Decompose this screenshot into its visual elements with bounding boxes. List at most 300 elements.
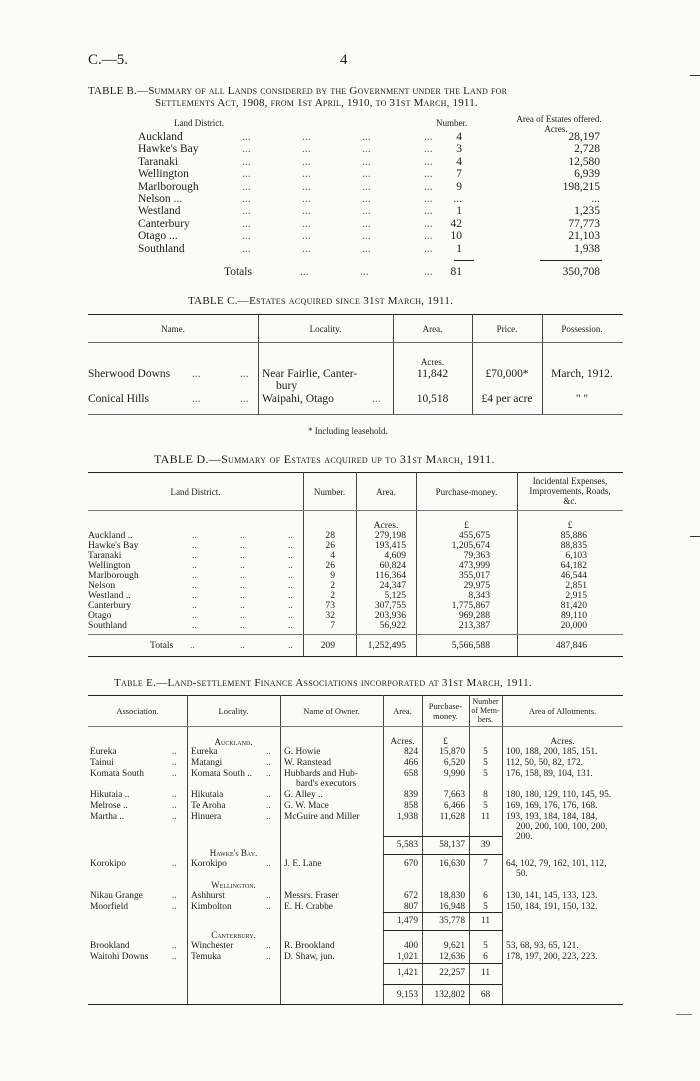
table-e-locality: Hikutaia [191, 790, 224, 800]
table-b-leader: ... [302, 155, 311, 168]
table-b-district: Taranaki [138, 155, 179, 168]
table-e-allotments: 112, 50, 50, 82, 172. [506, 758, 583, 768]
table-d-money: 8,343 [468, 590, 490, 601]
table-e-subtotal-members: 39 [480, 840, 491, 850]
table-d-district: Hawke's Bay [88, 540, 139, 551]
table-b-leader: ... [302, 230, 311, 243]
table-c-header-locality: Locality. [309, 324, 342, 334]
table-d-leader: .. [288, 610, 293, 621]
table-d-unit-money: £ [464, 520, 469, 531]
table-e-members: 8 [483, 790, 488, 800]
table-d-leader: .. [240, 590, 245, 601]
table-b-area: 2,728 [574, 143, 600, 156]
table-c-row-price: £70,000* [485, 368, 529, 380]
table-e-leader: .. [266, 941, 271, 951]
table-e-leader: .. [266, 769, 271, 779]
table-d-leader: .. [288, 570, 293, 581]
table-d-district: Marlborough [88, 570, 139, 581]
table-e-allotments: 178, 197, 200, 223, 223. [506, 952, 598, 962]
table-e-members: 5 [483, 941, 488, 951]
table-e-association: Eureka [90, 747, 117, 757]
table-d-leader: .. [240, 540, 245, 551]
table-b-district: Marlborough [138, 180, 199, 193]
table-d-expenses: 6,103 [565, 550, 587, 561]
table-b-number: 9 [456, 180, 462, 193]
table-d-district: Wellington [88, 560, 131, 571]
table-d-totals-label: Totals [150, 640, 174, 651]
table-e-money: 16,630 [439, 859, 465, 869]
table-d-expenses: 20,000 [560, 620, 587, 631]
table-c-leader: ... [372, 393, 381, 405]
table-b-totals-area: 350,708 [562, 266, 600, 278]
table-d-leader: .. [288, 540, 293, 551]
table-c-row-locality: Near Fairlie, Canter- [262, 368, 358, 380]
table-d-leader: .. [240, 640, 245, 651]
table-d-district: Otago [88, 610, 112, 621]
table-b-totals-leader: ... [424, 266, 433, 278]
table-c-header-name: Name. [161, 324, 185, 334]
table-c-footnote: * Including leasehold. [308, 426, 388, 436]
table-d-bottom-rule [88, 656, 623, 657]
table-d-money: 1,205,674 [451, 540, 490, 551]
table-b-leader: ... [302, 217, 311, 230]
table-e-allotments: 150, 184, 191, 150, 132. [506, 902, 598, 912]
table-d-totals-expenses: 487,846 [555, 640, 587, 651]
table-b-district: Wellington [138, 168, 189, 181]
table-b-leader: ... [424, 193, 433, 205]
table-d-totals-rule [88, 634, 623, 635]
table-d-expenses: 81,420 [560, 600, 587, 611]
margin-mark [676, 1014, 692, 1015]
table-d-area: 24,347 [379, 580, 406, 591]
table-d-leader: .. [190, 640, 195, 651]
table-e-unit-money: £ [443, 737, 448, 747]
table-b-leader: ... [362, 180, 371, 193]
table-e-leader: .. [172, 941, 177, 951]
table-e-locality: Eureka [191, 747, 218, 757]
table-c-area-unit: Acres. [420, 357, 445, 367]
table-c-row-possession: March, 1912. [551, 368, 613, 380]
table-b-leader: ... [362, 242, 371, 255]
table-b-leader: ... [362, 193, 371, 205]
table-b-leader: ... [362, 155, 371, 168]
table-d-leader: .. [240, 600, 245, 611]
table-b-leader: ... [242, 155, 251, 168]
table-c-title: TABLE C.—Estates acquired since 31st March, 1911. [188, 295, 454, 307]
table-d-area: 307,755 [374, 600, 406, 611]
table-e-area: 670 [403, 859, 418, 869]
table-b-number: 1 [456, 205, 462, 218]
table-d-area: 193,415 [374, 540, 406, 551]
table-b-total-rule-number [454, 260, 474, 261]
table-c-header-rule [88, 342, 623, 343]
table-e-money: 16,948 [439, 902, 465, 912]
table-c-row-name: Conical Hills [88, 393, 150, 405]
table-e-district-canterbury: Canterbury. [211, 930, 256, 940]
table-c-header-price: Price. [496, 324, 518, 334]
table-d-area: 203,936 [374, 610, 406, 621]
table-b-district: Auckland [138, 131, 183, 143]
table-e-association: Komata South [90, 769, 144, 779]
table-b-leader: ... [424, 143, 433, 156]
table-d-area: 60,824 [379, 560, 406, 571]
table-e-leader: .. [266, 859, 271, 869]
table-e-leader: .. [172, 769, 177, 779]
table-d-area: 116,364 [375, 570, 406, 581]
table-e-members: 6 [483, 891, 488, 901]
table-e-leader: .. [266, 812, 271, 822]
table-e-subtotal-rule [383, 963, 502, 964]
table-d-area: 5,125 [384, 590, 406, 601]
table-e-owner: J. E. Lane [284, 859, 322, 869]
table-d-money: 79,363 [463, 550, 490, 561]
table-b-leader: ... [302, 168, 311, 181]
table-b-leader: ... [242, 230, 251, 243]
table-e-subtotal-members: 11 [480, 916, 491, 926]
table-e-area: 1,938 [396, 812, 418, 822]
table-b-leader: ... [242, 242, 251, 255]
table-e-allotments: 180, 180, 129, 110, 145, 95. [506, 790, 612, 800]
table-e-bottom-rule [88, 1004, 623, 1005]
table-e-leader: .. [266, 902, 271, 912]
table-d-number: 9 [330, 570, 335, 581]
table-b-number: 1 [456, 242, 462, 255]
table-b-area: 6,939 [574, 168, 600, 181]
table-c-leader: ... [240, 393, 249, 405]
table-c-row-area: 11,842 [416, 368, 449, 380]
table-e-allotments: 53, 68, 93, 65, 121. [506, 941, 579, 951]
table-b-leader: ... [362, 205, 371, 218]
table-b-district: Hawke's Bay [138, 143, 199, 156]
table-d-leader: .. [240, 560, 245, 571]
table-d-money: 29,975 [463, 580, 490, 591]
table-e-leader: .. [172, 952, 177, 962]
table-d-leader: .. [192, 550, 197, 561]
table-e-allotments: 64, 102, 79, 162, 101, 112, [506, 859, 607, 869]
table-b-title-line1: TABLE B.—Summary of all Lands considered by the Government under the Land for [88, 85, 508, 97]
table-e-leader: .. [172, 758, 177, 768]
table-d-district: Auckland .. [88, 530, 133, 541]
table-e-area: 658 [403, 769, 418, 779]
table-e-header-rule [88, 726, 623, 727]
table-b-leader: ... [242, 217, 251, 230]
table-b-number: ... [453, 193, 462, 205]
table-e-locality: Korokipo [191, 859, 227, 869]
table-e-subtotal-rule [383, 854, 502, 855]
table-b-leader: ... [302, 193, 311, 205]
table-c-row-area: 10,518 [416, 393, 449, 405]
table-d-header-money: Purchase-money. [435, 487, 498, 497]
table-e-money: 15,870 [439, 747, 465, 757]
table-d-leader: .. [192, 590, 197, 601]
table-b-leader: ... [362, 143, 371, 156]
table-e-allotments: 169, 169, 176, 176, 168. [506, 801, 598, 811]
table-e-subtotal-money: 22,257 [439, 968, 465, 978]
table-e-leader: .. [172, 801, 177, 811]
table-e-locality: Matangi [191, 758, 223, 768]
table-d-leader: .. [192, 530, 197, 541]
table-b-leader: ... [242, 193, 251, 205]
table-b-area: 77,773 [568, 217, 600, 230]
table-e-subtotal-rule [383, 836, 502, 837]
table-d-header-rule [88, 510, 623, 511]
table-e-allotments: 130, 141, 145, 133, 123. [506, 891, 598, 901]
table-d-leader: .. [192, 560, 197, 571]
table-b-totals-leader: ... [300, 266, 309, 278]
table-e-members: 5 [483, 747, 488, 757]
table-d-header-area: Area. [376, 487, 396, 497]
table-b-leader: ... [424, 168, 433, 181]
table-b-header-district: Land District. [174, 118, 224, 128]
table-d-expenses: 89,110 [560, 610, 587, 621]
table-d-expenses: 2,915 [565, 590, 587, 601]
table-e-area: 672 [403, 891, 418, 901]
table-d-title: TABLE D.—Summary of Estates acquired up to 31st March, 1911. [154, 452, 495, 466]
table-b-area: 198,215 [562, 180, 600, 193]
table-b-leader: ... [302, 131, 311, 143]
table-d-leader: .. [288, 580, 293, 591]
table-e-association: Waitohi Downs [90, 952, 149, 962]
table-e-owner: G. Howie [284, 747, 321, 757]
table-d-leader: .. [240, 610, 245, 621]
table-d-totals-area: 1,252,495 [367, 640, 406, 651]
table-d-leader: .. [192, 570, 197, 581]
table-d-leader: .. [192, 540, 197, 551]
table-d-money: 455,675 [458, 530, 490, 541]
table-e-area: 858 [403, 801, 418, 811]
table-d-number: 32 [325, 610, 335, 621]
table-c-leader: ... [192, 368, 201, 380]
table-e-association: Hikutaia .. [90, 790, 130, 800]
table-b-totals-leader: ... [360, 266, 369, 278]
table-e-leader: .. [266, 747, 271, 757]
table-e-money: 11,628 [439, 812, 465, 822]
margin-mark [690, 536, 700, 537]
table-d-number: 26 [325, 560, 335, 571]
table-b-leader: ... [362, 168, 371, 181]
table-b-leader: ... [424, 217, 433, 230]
table-e-leader: .. [172, 790, 177, 800]
table-d-money: 1,775,867 [451, 600, 490, 611]
table-b-area: ... [591, 193, 600, 205]
table-d-number: 26 [325, 540, 335, 551]
table-d-leader: .. [288, 590, 293, 601]
table-e-district-hawkes-bay: Hawke's Bay. [209, 848, 258, 858]
table-b-leader: ... [242, 143, 251, 156]
table-e-owner: G. W. Mace [284, 801, 329, 811]
table-b-number: 10 [450, 230, 462, 243]
table-b-area: 21,103 [568, 230, 600, 243]
table-e-locality: Winchester [191, 941, 234, 951]
table-e-leader: .. [266, 790, 271, 800]
table-b-leader: ... [362, 131, 371, 143]
table-e-association: Tainui [90, 758, 114, 768]
table-d-leader: .. [288, 550, 293, 561]
table-e-header-owner: Name of Owner. [303, 706, 360, 716]
table-d-leader: .. [192, 580, 197, 591]
table-e-subtotal-money: 35,778 [439, 916, 465, 926]
table-b-area: 1,938 [574, 242, 600, 255]
table-e-members: 7 [483, 859, 488, 869]
table-b-district: Nelson ... [138, 193, 183, 205]
table-d-district: Westland .. [88, 590, 131, 601]
table-b-leader: ... [302, 143, 311, 156]
table-b-total-rule-area [540, 260, 602, 261]
table-d-money: 355,017 [458, 570, 490, 581]
table-e-money: 9,990 [443, 769, 465, 779]
table-e-header-purchase: Purchase- [428, 701, 463, 711]
table-b-leader: ... [362, 230, 371, 243]
table-e-subtotal-members: 11 [480, 968, 491, 978]
table-e-association: Melrose .. [90, 801, 128, 811]
table-e-grand-total-money: 132,802 [434, 990, 465, 1000]
table-e-money: 9,621 [443, 941, 465, 951]
table-b-leader: ... [424, 155, 433, 168]
table-d-district: Nelson [88, 580, 116, 591]
table-d-header-expenses-2: Improvements, Roads, [529, 486, 611, 496]
table-b-number: 3 [456, 143, 462, 156]
table-e-area: 807 [403, 902, 418, 912]
table-e-members: 5 [483, 758, 488, 768]
table-e-leader: .. [172, 812, 177, 822]
table-b-header-area: Area of Estates offered. [516, 114, 602, 124]
table-d-leader: .. [288, 600, 293, 611]
table-e-leader: .. [172, 747, 177, 757]
table-b-leader: ... [302, 242, 311, 255]
page-number: 4 [340, 52, 348, 68]
table-d-number: 4 [330, 550, 335, 561]
table-d-leader: .. [288, 560, 293, 571]
table-e-leader: .. [172, 891, 177, 901]
table-e-money: 18,830 [439, 891, 465, 901]
table-e-members: 5 [483, 902, 488, 912]
table-c-header-area: Area. [422, 324, 443, 334]
table-b-leader: ... [302, 205, 311, 218]
table-d-expenses: 46,544 [560, 570, 587, 581]
table-d-district: Taranaki [88, 550, 122, 561]
table-d-expenses: 2,851 [565, 580, 587, 591]
table-d-header-number: Number. [313, 487, 346, 497]
table-e-leader: .. [266, 758, 271, 768]
table-e-owner: Hubbards and Hub- [284, 769, 358, 779]
table-d-header-expenses: Incidental Expenses, [532, 476, 608, 486]
table-d-leader: .. [192, 610, 197, 621]
table-b-number: 7 [456, 168, 462, 181]
table-d-totals-money: 5,566,588 [451, 640, 490, 651]
table-e-money: 6,520 [443, 758, 465, 768]
table-e-owner: Messrs. Fraser [284, 891, 339, 901]
table-c-row-possession: " " [575, 393, 589, 405]
table-e-allotments: 176, 158, 89, 104, 131. [506, 769, 593, 779]
table-d-number: 2 [330, 580, 335, 591]
table-b-leader: ... [424, 131, 433, 143]
table-d-expenses: 85,886 [560, 530, 587, 541]
table-d-number: 28 [325, 530, 335, 541]
table-d-leader: .. [288, 620, 293, 631]
table-d-leader: .. [288, 530, 293, 541]
table-e-association: Nikau Grange [90, 891, 143, 901]
table-d-area: 4,609 [384, 550, 406, 561]
table-b-totals-label: Totals [224, 266, 252, 278]
table-e-area: 824 [403, 747, 418, 757]
table-b-leader: ... [362, 217, 371, 230]
table-e-leader: .. [266, 952, 271, 962]
table-e-association: Brookland [90, 941, 130, 951]
report-code: C.—5. [88, 52, 129, 68]
table-e-leader: .. [172, 859, 177, 869]
table-e-owner: G. Alley .. [284, 790, 323, 800]
table-b-number: 4 [456, 155, 462, 168]
table-e-grand-total-members: 68 [480, 990, 491, 1000]
table-e-grand-total-area: 9,153 [396, 990, 418, 1000]
table-b-leader: ... [242, 168, 251, 181]
table-c-leader: ... [192, 393, 201, 405]
table-e-allotments-cont: 200, 200, 100, 100, 200, [516, 822, 608, 832]
table-e-leader: .. [266, 801, 271, 811]
table-e-association: Martha .. [90, 812, 125, 822]
table-b-district: Southland [138, 242, 185, 255]
table-b-leader: ... [242, 131, 251, 143]
table-d-expenses: 64,182 [560, 560, 587, 571]
table-e-members: 6 [483, 952, 488, 962]
table-e-subtotal-area: 1,421 [396, 968, 418, 978]
table-e-unit-area: Acres. [390, 737, 415, 747]
table-e-header-association: Association. [116, 706, 159, 716]
table-e-header-locality: Locality. [218, 706, 249, 716]
table-e-owner: D. Shaw, jun. [284, 952, 335, 962]
table-e-district-wellington: Wellington. [211, 880, 256, 890]
table-d-header-district: Land District. [170, 487, 221, 497]
table-e-subtotal-rule [383, 984, 502, 985]
table-b-number: 42 [450, 217, 462, 230]
table-d-leader: .. [240, 580, 245, 591]
table-e-owner-cont: bard's executors [296, 779, 357, 789]
table-e-allotments-cont: 50. [516, 869, 528, 879]
table-b-leader: ... [424, 205, 433, 218]
table-e-subtotal-rule [383, 930, 502, 931]
table-d-money: 213,387 [458, 620, 490, 631]
table-e-subtotal-money: 58,137 [439, 840, 465, 850]
table-c-bottom-rule [88, 414, 623, 415]
table-e-locality: Kimbolton [191, 902, 232, 912]
table-e-area: 839 [403, 790, 418, 800]
table-b-leader: ... [302, 180, 311, 193]
table-e-area: 400 [403, 941, 418, 951]
table-b-district: Otago ... [138, 230, 178, 243]
table-d-totals-number: 209 [320, 640, 335, 651]
table-d-header-expenses-3: &c. [563, 496, 577, 506]
table-d-number: 7 [330, 620, 335, 631]
table-e-leader: .. [172, 902, 177, 912]
table-d-leader: .. [240, 550, 245, 561]
table-d-number: 2 [330, 590, 335, 601]
table-e-association: Moorfield [90, 902, 129, 912]
table-d-unit-area: Acres. [373, 520, 399, 531]
table-e-header-members: Number [472, 697, 499, 706]
table-b-number: 4 [456, 131, 462, 143]
table-b-leader: ... [424, 180, 433, 193]
table-c-row-name: Sherwood Downs [88, 368, 171, 380]
table-e-locality: Hinuera [191, 812, 222, 822]
table-e-leader: .. [266, 891, 271, 901]
table-e-association: Korokipo [90, 859, 126, 869]
table-e-owner: E. H. Crabbe [284, 902, 333, 912]
table-c-header-possession: Possession. [561, 324, 603, 334]
table-d-district: Canterbury [88, 600, 132, 611]
table-d-district: Southland [88, 620, 127, 631]
table-c-row-price: £4 per acre [481, 393, 533, 405]
table-e-district-auckland: Auckland. [214, 737, 253, 747]
